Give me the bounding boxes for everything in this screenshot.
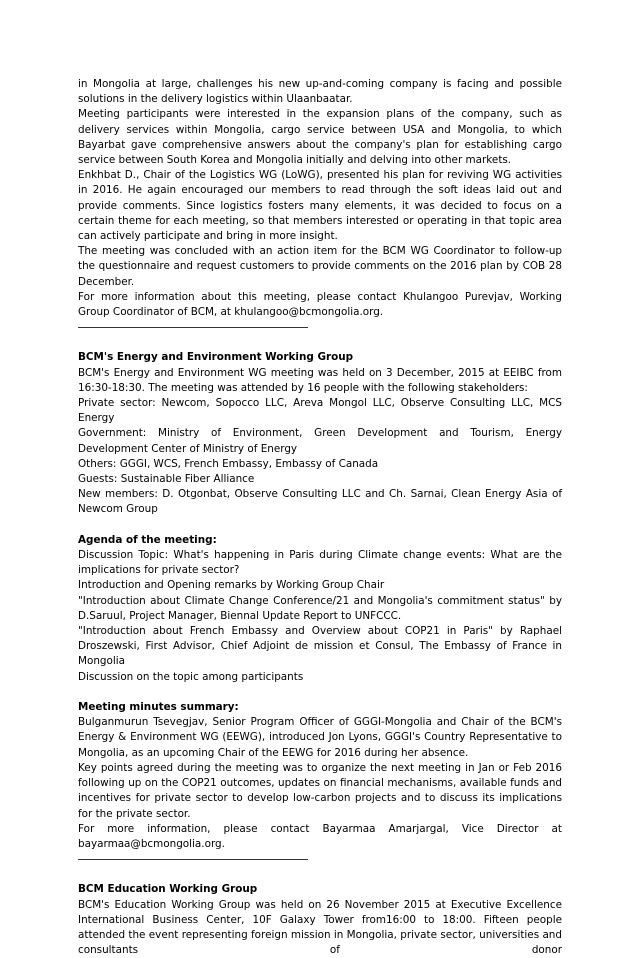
energy-new-members: New members: D. Otgonbat, Observe Consulting LLC and Ch. Sarnai, Clean Energy Asia of Newcom Group [78, 487, 562, 517]
paragraph-action-item: The meeting was concluded with an action item for the BCM WG Coordinator to follow-up the questionnaire and request customers to provide comments on the 2016 plan by COB 28 December. [78, 244, 562, 290]
agenda-discussion-topic: Discussion Topic: What's happening in Paris during Climate change events: What are the implications for private sector? [78, 548, 562, 578]
section-divider [78, 859, 308, 860]
energy-guests: Guests: Sustainable Fiber Alliance [78, 472, 562, 487]
agenda-climate-conference: "Introduction about Climate Change Conference/21 and Mongolia's commitment status" by D.Saruul, Project Manager, Biennal Update Report to UNFCCC. [78, 594, 562, 624]
document-page [78, 77, 562, 958]
minutes-contact-bayarmaa: For more information, please contact Bayarmaa Amarjargal, Vice Director at bayarmaa@bcmongolia.org. [78, 822, 562, 852]
minutes-key-points: Key points agreed during the meeting was to organize the next meeting in Jan or Feb 2016 following up on the COP21 outcomes, updates on financial mechanisms, available funds and incentives for private sector to develop low-carbon projects and to discuss its implications for the private sector. [78, 761, 562, 822]
agenda-discussion: Discussion on the topic among participants [78, 670, 562, 685]
paragraph-expansion-plans: Meeting participants were interested in the expansion plans of the company, such as delivery services within Mongolia, cargo service between USA and Mongolia, to which Bayarbat gave comprehensive answers about the company's plan for establishing cargo service between South Korea and Mongolia initially and delving into other markets. [78, 107, 562, 168]
section-divider [78, 327, 308, 328]
education-meeting-info: BCM's Education Working Group was held on 26 November 2015 at Executive Excellence International Business Center, 10F Galaxy Tower from16:00 to 18:00. Fifteen people attended the event representing foreign mission in Mongolia, private sector, universities and consultants of donor [78, 898, 562, 958]
paragraph-logistics-wg-plan: Enkhbat D., Chair of the Logistics WG (LoWG), presented his plan for reviving WG activities in 2016. He again encouraged our members to read through the soft ideas laid out and provide comments. Since logistics fosters many elements, it was decided to focus on a certain theme for each meeting, so that members interested or operating in that topic area can actively participate and bring in more insight. [78, 168, 562, 244]
energy-wg-heading: BCM's Energy and Environment Working Group [78, 350, 562, 365]
energy-government: Government: Ministry of Environment, Green Development and Tourism, Energy Development Center of Ministry of Energy [78, 426, 562, 456]
minutes-chair-intro: Bulganmurun Tsevegjav, Senior Program Officer of GGGI-Mongolia and Chair of the BCM's Energy & Environment WG (EEWG), introduced Jon Lyons, GGGI's Country Representative to Mongolia, as an upcoming Chair of the EEWG for 2016 during her absence. [78, 715, 562, 761]
minutes-heading: Meeting minutes summary: [78, 700, 562, 715]
blank-line [78, 867, 562, 882]
agenda-heading: Agenda of the meeting: [78, 533, 562, 548]
energy-others: Others: GGGI, WCS, French Embassy, Embassy of Canada [78, 457, 562, 472]
energy-private-sector: Private sector: Newcom, Sopocco LLC, Areva Mongol LLC, Observe Consulting LLC, MCS Energy [78, 396, 562, 426]
education-wg-heading: BCM Education Working Group [78, 882, 562, 897]
paragraph-contact-khulangoo: For more information about this meeting, please contact Khulangoo Purevjav, Working Group Coordinator of BCM, at khulangoo@bcmongolia.org. [78, 290, 562, 320]
energy-meeting-info: BCM's Energy and Environment WG meeting was held on 3 December, 2015 at EEIBC from 16:30-18:30. The meeting was attended by 16 people with the following stakeholders: [78, 366, 562, 396]
paragraph-company-challenges: in Mongolia at large, challenges his new up-and-coming company is facing and possible solutions in the delivery logistics within Ulaanbaatar. [78, 77, 562, 107]
blank-line [78, 335, 562, 350]
agenda-opening-remarks: Introduction and Opening remarks by Working Group Chair [78, 578, 562, 593]
blank-line [78, 518, 562, 533]
agenda-french-embassy: "Introduction about French Embassy and Overview about COP21 in Paris" by Raphael Droszewski, First Advisor, Chief Adjoint de mission et Consul, The Embassy of France in Mongolia [78, 624, 562, 670]
blank-line [78, 685, 562, 700]
